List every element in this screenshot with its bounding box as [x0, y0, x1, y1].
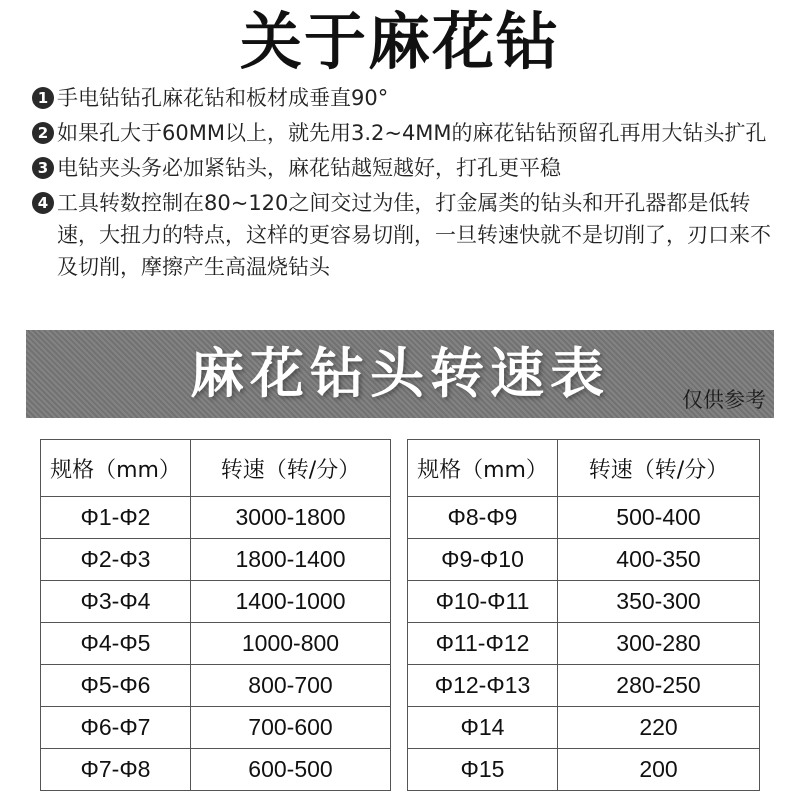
header-spec: 规格（mm） — [408, 440, 558, 497]
table-row — [41, 539, 391, 581]
speed-cell: 1800-1400 — [191, 539, 391, 581]
tip-item — [32, 152, 782, 184]
tip-text: 电钻夹头务必加紧钻头，麻花钻越短越好，打孔更平稳 — [57, 156, 561, 180]
spec-cell: Φ6-Φ7 — [41, 707, 191, 749]
spec-cell: Φ2-Φ3 — [41, 539, 191, 581]
header-spec: 规格（mm） — [41, 440, 191, 497]
table-header-row — [408, 440, 760, 497]
speed-table-banner — [26, 330, 774, 418]
table-row — [408, 707, 760, 749]
speed-table-right — [407, 439, 760, 791]
spec-cell: Φ5-Φ6 — [41, 665, 191, 707]
table-row — [408, 623, 760, 665]
spec-cell: Φ9-Φ10 — [408, 539, 558, 581]
speed-cell: 700-600 — [191, 707, 391, 749]
table-row — [41, 497, 391, 539]
table-row — [408, 539, 760, 581]
spec-cell: Φ15 — [408, 749, 558, 791]
spec-cell: Φ10-Φ11 — [408, 581, 558, 623]
number-badge-icon: 2 — [32, 122, 54, 144]
spec-cell: Φ8-Φ9 — [408, 497, 558, 539]
spec-cell: Φ12-Φ13 — [408, 665, 558, 707]
speed-cell: 3000-1800 — [191, 497, 391, 539]
tip-text: 工具转数控制在80~120之间交过为佳，打金属类的钻头和开孔器都是低转速，大扭力的特点，这样的更容易切削，一旦转速快就不是切削了，刃口来不及切削，摩擦产生高温烧钻头 — [57, 191, 771, 279]
number-badge-icon: 3 — [32, 157, 54, 179]
speed-cell: 500-400 — [558, 497, 760, 539]
table-row — [408, 749, 760, 791]
speed-cell: 800-700 — [191, 665, 391, 707]
speed-cell: 200 — [558, 749, 760, 791]
speed-cell: 280-250 — [558, 665, 760, 707]
speed-table-left — [40, 439, 391, 791]
speed-cell: 1400-1000 — [191, 581, 391, 623]
speed-cell: 600-500 — [191, 749, 391, 791]
table-row — [408, 581, 760, 623]
spec-cell: Φ7-Φ8 — [41, 749, 191, 791]
banner-title: 麻花钻头转速表 — [190, 342, 610, 405]
tips-list — [32, 82, 782, 286]
speed-cell: 300-280 — [558, 623, 760, 665]
table-row — [41, 623, 391, 665]
number-badge-icon: 1 — [32, 87, 54, 109]
tip-text: 如果孔大于60MM以上，就先用3.2~4MM的麻花钻钻预留孔再用大钻头扩孔 — [57, 121, 767, 145]
spec-cell: Φ14 — [408, 707, 558, 749]
header-speed: 转速（转/分） — [558, 440, 760, 497]
tip-item — [32, 82, 782, 114]
header-speed: 转速（转/分） — [191, 440, 391, 497]
table-row — [41, 749, 391, 791]
tip-text: 手电钻钻孔麻花钻和板材成垂直90° — [57, 86, 389, 110]
speed-cell: 220 — [558, 707, 760, 749]
spec-cell: Φ1-Φ2 — [41, 497, 191, 539]
table-header-row — [41, 440, 391, 497]
table-row — [41, 581, 391, 623]
tip-item — [32, 187, 782, 283]
spec-cell: Φ4-Φ5 — [41, 623, 191, 665]
table-row — [408, 497, 760, 539]
table-row — [41, 707, 391, 749]
spec-cell: Φ3-Φ4 — [41, 581, 191, 623]
speed-cell: 1000-800 — [191, 623, 391, 665]
reference-note: 仅供参考 — [682, 388, 766, 412]
page-title: 关于麻花钻 — [239, 5, 560, 78]
spec-cell: Φ11-Φ12 — [408, 623, 558, 665]
tip-item — [32, 117, 782, 149]
table-row — [41, 665, 391, 707]
number-badge-icon: 4 — [32, 192, 54, 214]
table-row — [408, 665, 760, 707]
speed-cell: 350-300 — [558, 581, 760, 623]
speed-cell: 400-350 — [558, 539, 760, 581]
